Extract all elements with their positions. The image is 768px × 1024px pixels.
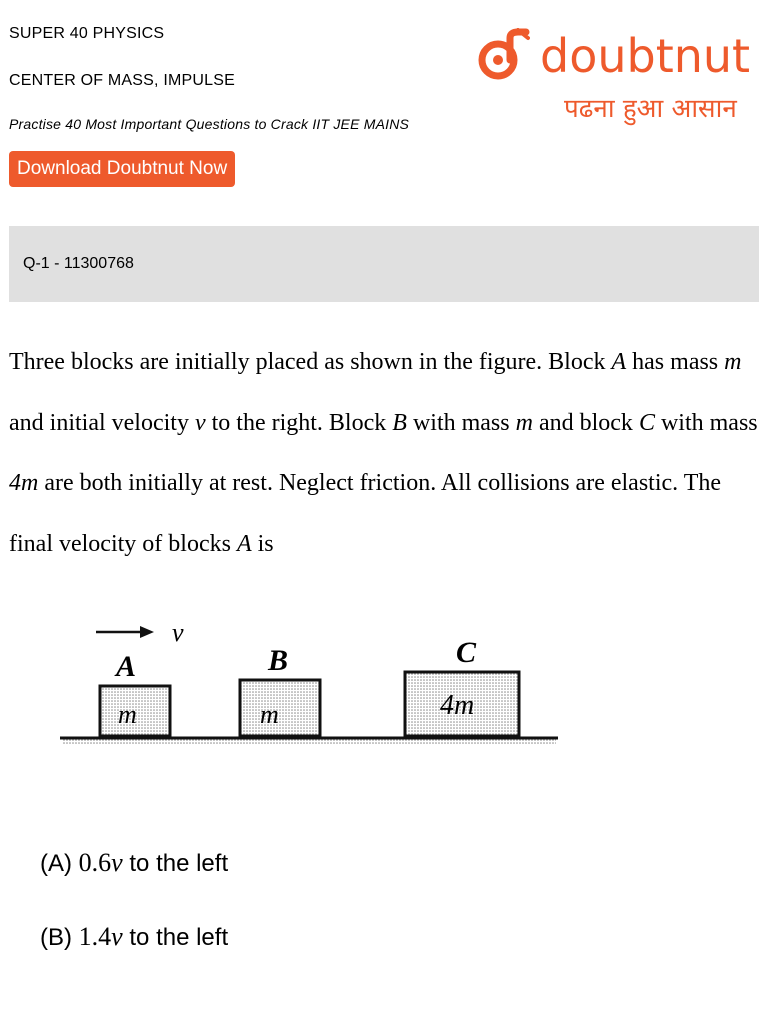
question-text-part: to the right. Block	[205, 409, 393, 436]
option-a-label: (A)	[40, 850, 72, 877]
logo-tagline: पढना हुआ आसान	[564, 94, 737, 124]
question-text-part: and block	[532, 409, 639, 436]
option-b-var: v	[111, 922, 123, 951]
velocity-arrow-icon	[96, 626, 154, 638]
option-b[interactable]	[40, 922, 228, 952]
question-text-part: is	[251, 530, 274, 557]
option-a-var: v	[111, 848, 123, 877]
block-a-mass: m	[118, 700, 137, 729]
block-a-name: A	[116, 650, 137, 683]
block-b	[240, 680, 320, 736]
option-a-suffix: to the left	[122, 850, 229, 877]
question-id-bar	[9, 226, 759, 302]
chapter-title: CENTER OF MASS, IMPULSE	[9, 72, 235, 89]
blocks-figure	[60, 598, 560, 750]
question-text-part: with mass	[654, 409, 758, 436]
option-a-number: 0.6	[78, 848, 112, 877]
logo-wordmark: doubtnut	[540, 29, 751, 83]
subtitle: Practise 40 Most Important Questions to Crack IIT JEE MAINS	[9, 116, 410, 132]
question-text-part: Three blocks are initially placed as shown in the figure. Block	[9, 349, 612, 375]
question-var: C	[638, 409, 655, 436]
option-a-value	[79, 848, 123, 877]
download-button[interactable]: Download Doubtnut Now	[9, 151, 235, 187]
series-title: SUPER 40 PHYSICS	[9, 25, 165, 42]
question-var: A	[611, 349, 627, 375]
question-var: v	[194, 409, 206, 436]
block-c-name: C	[456, 636, 477, 669]
question-var: A	[236, 530, 252, 557]
block-b-mass: m	[260, 700, 279, 729]
doubtnut-logo-icon	[474, 28, 530, 84]
question-var: m	[515, 409, 533, 436]
doubtnut-logo[interactable]	[472, 24, 762, 134]
option-b-number: 1.4	[78, 922, 112, 951]
option-b-label: (B)	[40, 924, 72, 951]
question-var: B	[392, 409, 407, 436]
question-text-part: with mass	[406, 409, 516, 436]
question-id: Q-1 - 11300768	[23, 255, 134, 272]
option-b-suffix: to the left	[122, 924, 229, 951]
question-text-part: and initial velocity	[9, 409, 195, 436]
question-text-part: are both initially at rest. Neglect friction. All collisions are elastic. The final velocity of blocks	[9, 470, 722, 557]
option-b-value	[79, 922, 123, 951]
question-text	[9, 332, 761, 574]
question-var: 4m	[9, 470, 39, 496]
block-c-mass: 4m	[440, 690, 475, 721]
option-a[interactable]	[40, 848, 228, 878]
question-text-part: has mass	[626, 349, 725, 375]
question-var: m	[724, 349, 742, 375]
velocity-label: v	[172, 618, 184, 647]
block-b-name: B	[268, 644, 289, 677]
